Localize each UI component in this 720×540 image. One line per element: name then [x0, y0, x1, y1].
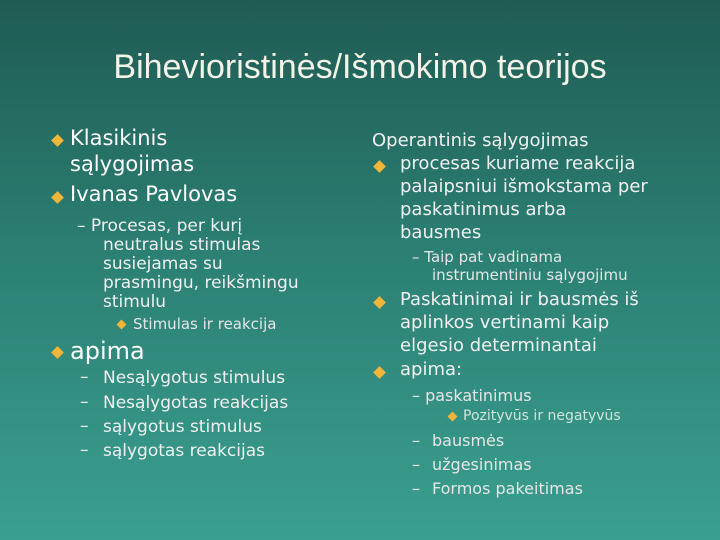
right-item-3: Formos pakeitimas — [432, 479, 583, 498]
right-bullet-3: apima: — [400, 359, 463, 380]
right-sub-1-line-2: instrumentiniu sąlygojimu — [432, 266, 628, 284]
bullet-diamond-icon — [373, 296, 386, 309]
left-bullet-1-line-2: sąlygojimas — [70, 152, 195, 176]
left-bullet-3: apima — [70, 337, 145, 365]
right-sub-1-line-1: – Taip pat vadinama — [412, 248, 563, 266]
left-bullet-2: Ivanas Pavlovas — [70, 182, 238, 206]
left-item-1: Nesąlygotus stimulus — [103, 368, 286, 388]
bullet-diamond-icon — [373, 160, 386, 173]
left-sub-1-line-4: prasmingu, reikšmingu — [103, 273, 299, 293]
right-bullet-1-line-3: paskatinimus arba — [400, 199, 567, 220]
sub-bullet-diamond-icon — [448, 412, 458, 422]
dash-marker: – — [80, 392, 89, 412]
dash-marker: – — [412, 455, 420, 474]
right-bullet-1-line-1: procesas kuriame reakcija — [400, 153, 636, 174]
sub-bullet-diamond-icon — [117, 320, 127, 330]
dash-marker: – — [80, 367, 89, 387]
slide-title: Bihevioristinės/Išmokimo teorijos — [113, 48, 607, 86]
left-item-4: sąlygotas reakcijas — [103, 441, 265, 461]
left-bullet-1-line-1: Klasikinis — [70, 126, 168, 150]
bullet-diamond-icon — [51, 191, 64, 204]
bullet-diamond-icon — [373, 366, 386, 379]
right-bullet-1-line-4: bausmes — [400, 222, 482, 243]
right-item-2: užgesinimas — [432, 455, 532, 474]
left-item-3: sąlygotus stimulus — [103, 417, 262, 437]
left-subsub-1: Stimulas ir reakcija — [133, 315, 277, 333]
left-sub-1-line-1: – Procesas, per kurį — [77, 216, 243, 236]
dash-marker: – — [412, 479, 420, 498]
right-sub-2: – paskatinimus — [412, 386, 532, 405]
dash-marker: – — [80, 416, 89, 436]
left-sub-1-line-5: stimulu — [103, 292, 167, 312]
right-heading: Operantinis sąlygojimas — [372, 130, 589, 151]
right-bullet-2-line-1: Paskatinimai ir bausmės iš — [400, 289, 639, 310]
bullet-diamond-icon — [51, 346, 64, 359]
right-subsub: Pozityvūs ir negatyvūs — [463, 408, 621, 424]
left-sub-1-line-3: susiejamas su — [103, 254, 223, 274]
left-sub-1-line-2: neutralus stimulas — [103, 235, 261, 255]
right-item-1: bausmės — [432, 431, 505, 450]
left-item-2: Nesąlygotas reakcijas — [103, 393, 289, 413]
bullet-diamond-icon — [51, 134, 64, 147]
dash-marker: – — [80, 440, 89, 460]
dash-marker: – — [412, 431, 420, 450]
right-bullet-1-line-2: palaipsniui išmokstama per — [400, 176, 648, 197]
right-bullet-2-line-3: elgesio determinantai — [400, 335, 597, 356]
right-bullet-2-line-2: aplinkos vertinami kaip — [400, 312, 610, 333]
